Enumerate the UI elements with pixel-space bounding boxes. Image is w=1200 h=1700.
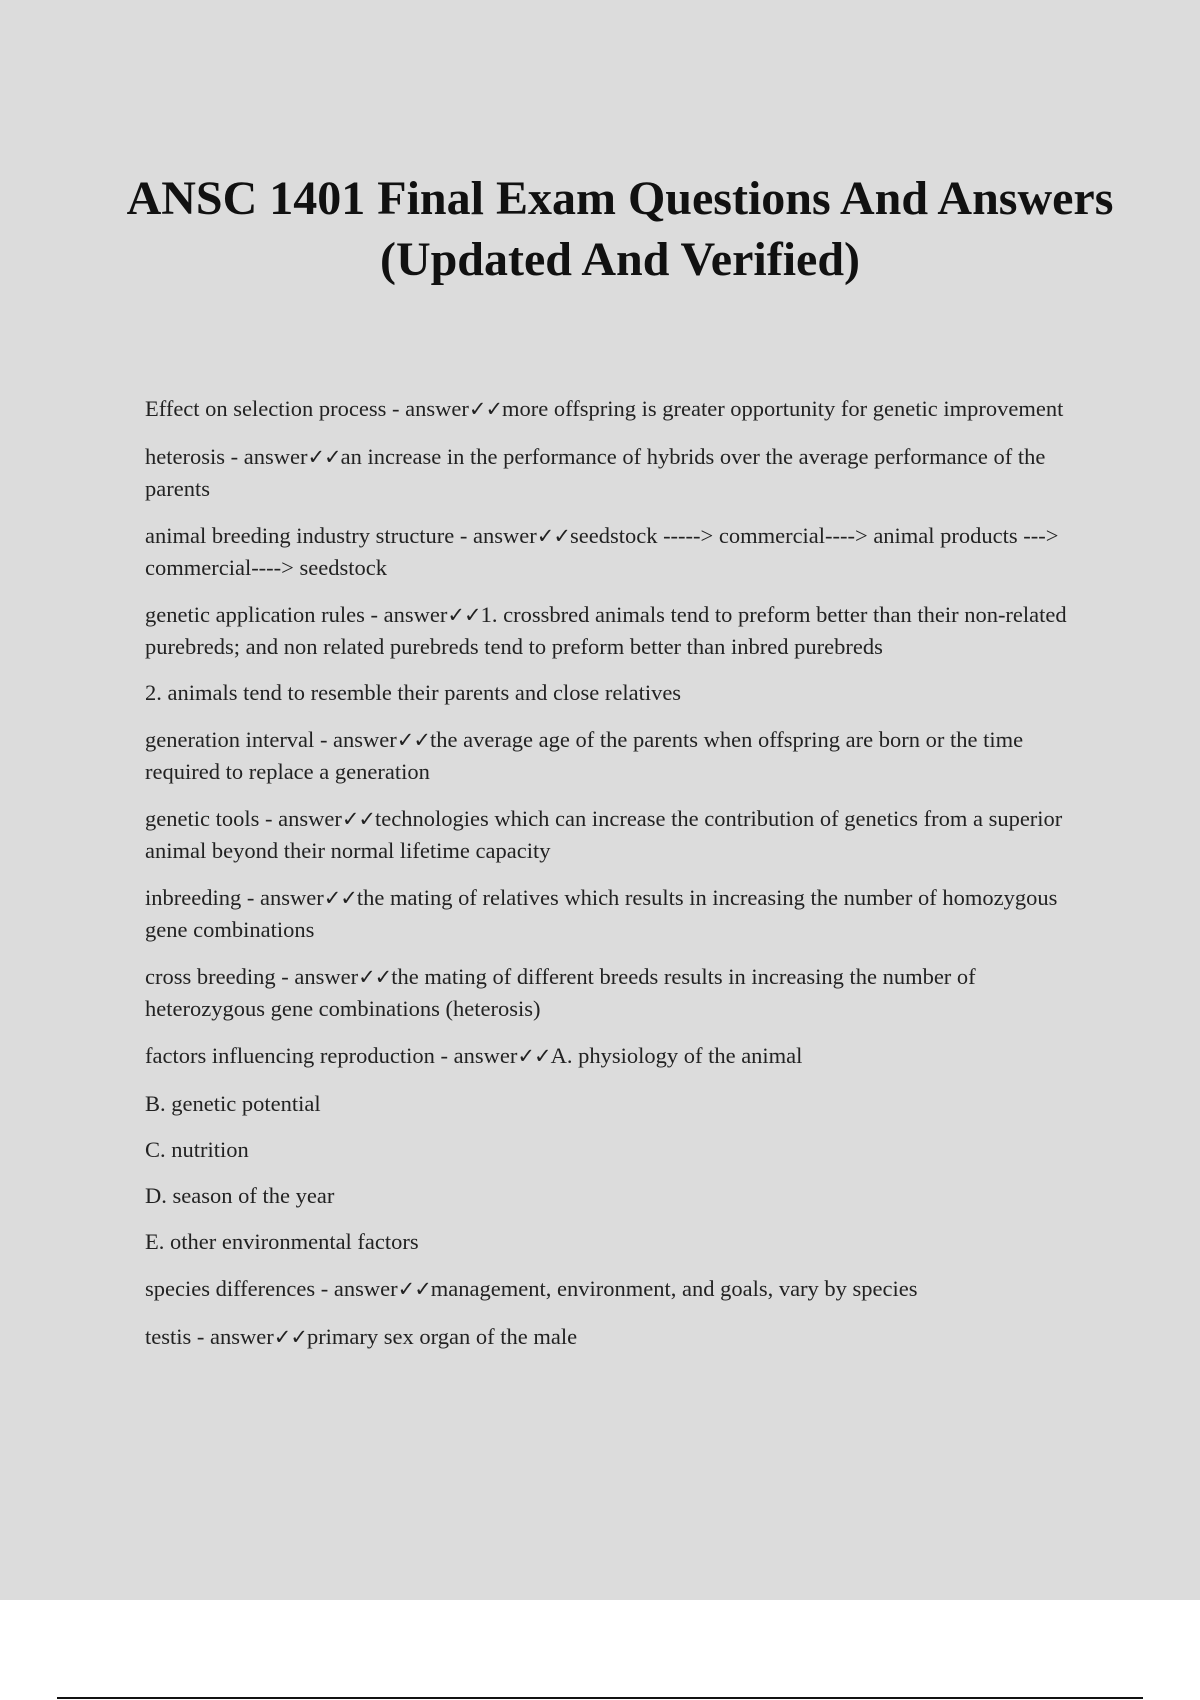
qa-term: inbreeding [145, 885, 242, 910]
footer-divider [57, 1697, 1143, 1699]
qa-entry [145, 441, 1095, 504]
qa-answer: technologies which can increase the contribution of genetics from a superior animal beyond their normal lifetime capacity [145, 806, 1063, 863]
qa-continuation: E. other environmental factors [145, 1229, 419, 1254]
check-marks: ✓✓ [397, 1277, 431, 1301]
qa-entry [145, 1321, 1095, 1353]
qa-term: cross breeding [145, 964, 276, 989]
qa-term: genetic tools [145, 806, 260, 831]
qa-continuation: B. genetic potential [145, 1091, 321, 1116]
qa-term: Effect on selection process [145, 396, 387, 421]
qa-entry [145, 393, 1095, 425]
qa-entry [145, 1273, 1095, 1305]
qa-answer: A. physiology of the animal [550, 1043, 803, 1068]
qa-term: generation interval [145, 727, 315, 752]
qa-answer: the average age of the parents when offspring are born or the time required to replace a generation [145, 727, 1024, 784]
qa-entry [145, 1040, 1095, 1072]
qa-answer: an increase in the performance of hybrids over the average performance of the parents [145, 444, 1046, 501]
answer-separator: - answer [314, 727, 397, 752]
check-marks: ✓✓ [273, 1325, 307, 1349]
answer-separator: - answer [364, 602, 448, 627]
qa-entry [145, 520, 1095, 583]
document-title: ANSC 1401 Final Exam Questions And Answers (Updated And Verified) [126, 172, 1114, 286]
qa-term: species differences [145, 1276, 316, 1301]
qa-entry [145, 803, 1095, 866]
check-marks: ✓✓ [341, 807, 376, 831]
qa-answer: primary sex organ of the male [306, 1324, 578, 1349]
answer-separator: - answer [224, 444, 308, 469]
answer-separator: - answer [241, 885, 324, 910]
qa-entry [145, 961, 1095, 1024]
answer-separator: - answer [315, 1276, 398, 1301]
check-marks: ✓✓ [447, 603, 481, 627]
qa-entry [145, 724, 1095, 787]
qa-continuation: D. season of the year [145, 1183, 335, 1208]
qa-answer: management, environment, and goals, vary by species [430, 1276, 918, 1301]
check-marks: ✓✓ [517, 1044, 551, 1068]
qa-answer: more offspring is greater opportunity for genetic improvement [502, 396, 1064, 421]
check-marks: ✓✓ [307, 445, 341, 469]
answer-separator: - answer [454, 523, 537, 548]
check-marks: ✓✓ [468, 397, 503, 421]
check-marks: ✓✓ [536, 524, 570, 548]
answer-separator: - answer [434, 1043, 518, 1068]
answer-separator: - answer [259, 806, 342, 831]
qa-entry [145, 599, 1095, 662]
check-marks: ✓✓ [396, 728, 430, 752]
qa-list [145, 393, 1095, 1369]
qa-answer: the mating of relatives which results in increasing the number of homozygous gene combinations [145, 885, 1058, 942]
qa-term: genetic application rules [145, 602, 365, 627]
check-marks: ✓✓ [323, 886, 357, 910]
qa-continuation: 2. animals tend to resemble their parents and close relatives [145, 680, 682, 705]
qa-answer: 1. crossbred animals tend to preform better than their non-related purebreds; and non related purebreds tend to preform better than inbred purebreds [145, 602, 1067, 659]
qa-term: testis [145, 1324, 192, 1349]
qa-answer: seedstock -----> commercial----> animal products ---> commercial----> seedstock [145, 523, 1059, 580]
qa-term: heterosis [145, 444, 225, 469]
qa-entry [145, 882, 1095, 945]
answer-separator: - answer [275, 964, 359, 989]
qa-answer: the mating of different breeds results in increasing the number of heterozygous gene combinations (heterosis) [145, 964, 976, 1021]
qa-term: animal breeding industry structure [145, 523, 455, 548]
check-marks: ✓✓ [358, 965, 392, 989]
qa-continuation: C. nutrition [145, 1137, 249, 1162]
qa-term: factors influencing reproduction [145, 1043, 435, 1068]
answer-separator: - answer [191, 1324, 274, 1349]
answer-separator: - answer [386, 396, 469, 421]
